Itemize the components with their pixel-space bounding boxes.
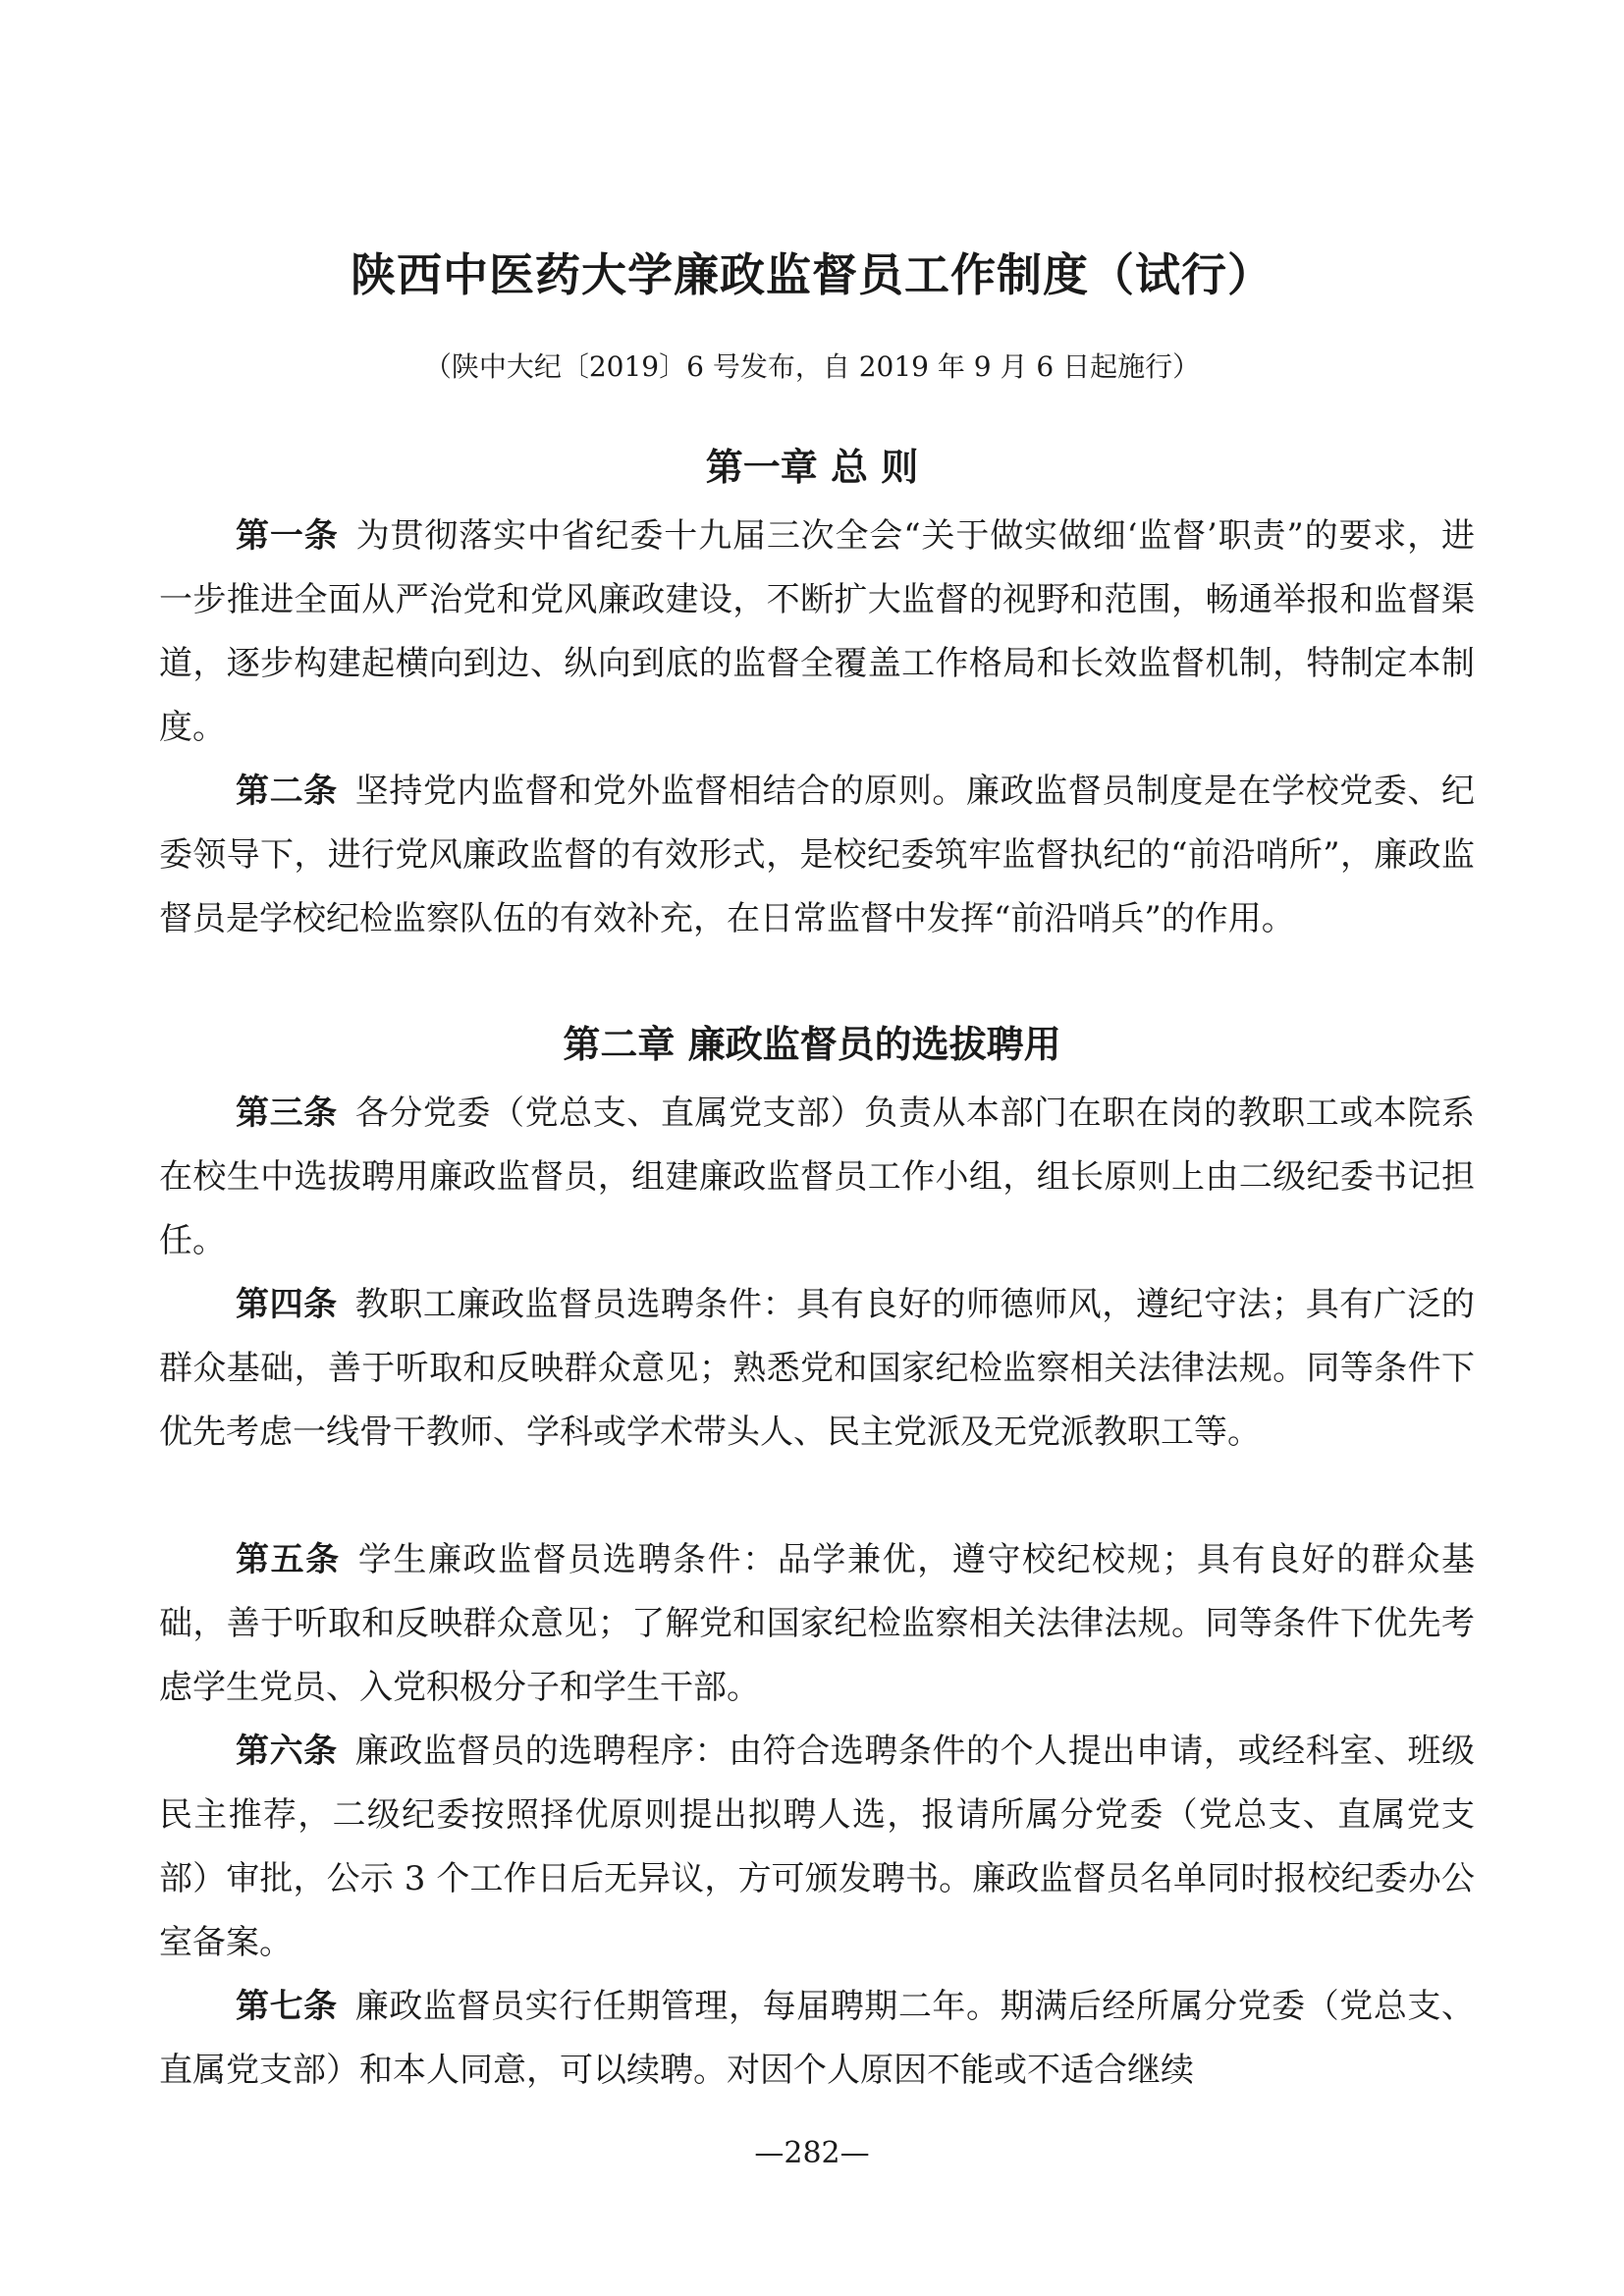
- article-label: 第二条: [236, 772, 338, 811]
- article-5: [159, 1528, 1475, 1720]
- article-1: [159, 505, 1475, 760]
- article-text: 坚持党内监督和党外监督相结合的原则。廉政监督员制度是在学校党委、纪委领导下，进行党风廉政监督的有效形式，是校纪委筑牢监督执纪的“前沿哨所”，廉政监督员是学校纪检监察队伍的有效补充，在日常监督中发挥“前沿哨兵”的作用。: [159, 772, 1476, 938]
- chapter-heading-2: 第二章 廉政监督员的选拔聘用: [563, 1023, 1061, 1066]
- article-7: [159, 1975, 1475, 2103]
- article-2: [159, 760, 1475, 951]
- article-label: 第四条: [236, 1285, 338, 1324]
- article-text: 学生廉政监督员选聘条件：品学兼优，遵守校纪校规；具有良好的群众基础，善于听取和反映群众意见；了解党和国家纪检监察相关法律法规。同等条件下优先考虑学生党员、入党积极分子和学生干部。: [159, 1540, 1475, 1707]
- chapter-heading-1: 第一章 总 则: [705, 446, 919, 489]
- article-text: 廉政监督员的选聘程序：由符合选聘条件的个人提出申请，或经科室、班级民主推荐，二级纪委按照择优原则提出拟聘人选，报请所属分党委（党总支、直属党支部）审批，公示 3 个工作日后无异议，方可颁发聘书。廉政监督员名单同时报校纪委办公室备案。: [159, 1732, 1476, 1962]
- article-4: [159, 1273, 1475, 1465]
- article-label: 第一条: [236, 516, 339, 556]
- article-text: 为贯彻落实中省纪委十九届三次全会“关于做实做细‘监督’职责”的要求，进一步推进全面从严治党和党风廉政建设，不断扩大监督的视野和范围，畅通举报和监督渠道，逐步构建起横向到边、纵向到底的监督全覆盖工作格局和长效监督机制，特制定本制度。: [159, 516, 1476, 747]
- article-label: 第三条: [236, 1094, 338, 1133]
- document-title: 陕西中医药大学廉政监督员工作制度（试行）: [351, 248, 1273, 301]
- article-label: 第五条: [236, 1540, 341, 1579]
- article-label: 第七条: [236, 1987, 338, 2026]
- article-label: 第六条: [236, 1732, 338, 1771]
- article-text: 廉政监督员实行任期管理，每届聘期二年。期满后经所属分党委（党总支、直属党支部）和本人同意，可以续聘。对因个人原因不能或不适合继续: [159, 1987, 1476, 2090]
- article-3: [159, 1082, 1475, 1273]
- document-subtitle: （陕中大纪〔2019〕6 号发布，自 2019 年 9 月 6 日起施行）: [423, 350, 1201, 383]
- article-6: [159, 1720, 1475, 1975]
- article-text: 各分党委（党总支、直属党支部）负责从本部门在职在岗的教职工或本院系在校生中选拔聘用廉政监督员，组建廉政监督员工作小组，组长原则上由二级纪委书记担任。: [159, 1094, 1476, 1260]
- article-text: 教职工廉政监督员选聘条件：具有良好的师德师风，遵纪守法；具有广泛的群众基础，善于听取和反映群众意见；熟悉党和国家纪检监察相关法律法规。同等条件下优先考虑一线骨干教师、学科或学术带头人、民主党派及无党派教职工等。: [159, 1285, 1476, 1452]
- page-number: —282—: [754, 2136, 870, 2170]
